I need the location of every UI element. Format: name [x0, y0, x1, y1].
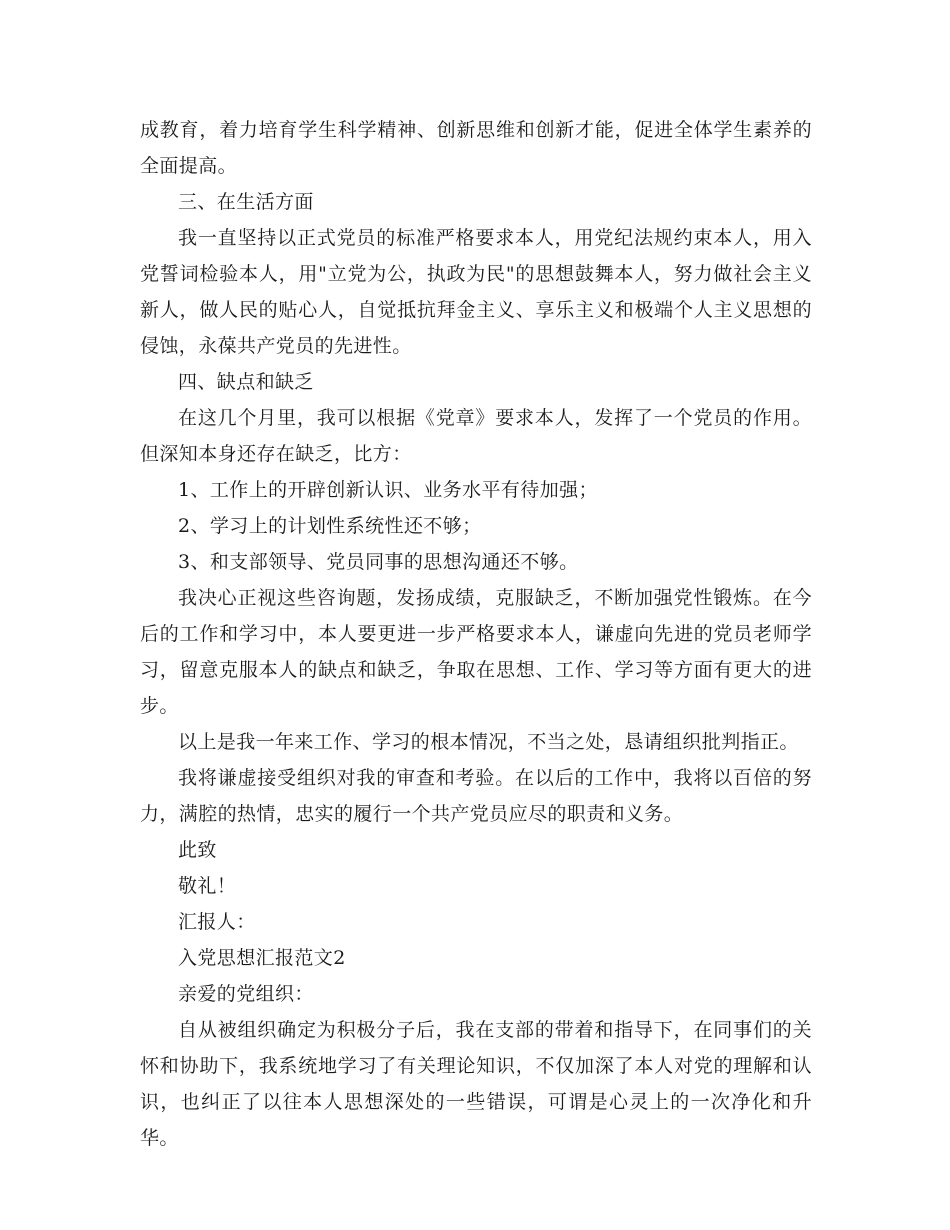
list-item-3: 3、和支部领导、党员同事的思想沟通还不够。	[178, 551, 579, 573]
section-heading-shortcomings: 四、缺点和缺乏	[178, 371, 314, 393]
sample-title-2: 入党思想汇报范文2	[178, 947, 346, 969]
closing-jing-li: 敬礼！	[178, 875, 237, 897]
section-heading-life: 三、在生活方面	[178, 191, 314, 213]
paragraph-education-continuation: 成教育，着力培育学生科学精神、创新思维和创新才能，促进全体学生素养的全面提高。	[140, 119, 812, 177]
list-item-2: 2、学习上的计划性系统性还不够；	[178, 515, 482, 537]
signature-reporter: 汇报人：	[178, 911, 256, 933]
paragraph-life: 我一直坚持以正式党员的标准严格要求本人，用党纪法规约束本人，用入党誓词检验本人，用"立党为公，执政为民"的思想鼓舞本人，努力做社会主义新人，做人民的贴心人，自觉抵抗拜金主义、享乐主义和极端个人主义思想的侵蚀，永葆共产党员的先进性。	[140, 227, 812, 357]
list-item-1: 1、工作上的开辟创新认识、业务水平有待加强；	[178, 479, 598, 501]
salutation: 亲爱的党组织：	[178, 983, 314, 1005]
closing-ci-zhi: 此致	[178, 839, 217, 861]
paragraph-sample2-intro: 自从被组织确定为积极分子后，我在支部的带着和指导下，在同事们的关怀和协助下，我系统地学习了有关理论知识，不仅加深了本人对党的理解和认识，也纠正了以往本人思想深处的一些错误，可谓是心灵上的一次净化和升华。	[140, 1019, 812, 1149]
paragraph-resolution: 我决心正视这些咨询题，发扬成绩，克服缺乏，不断加强党性锻炼。在今后的工作和学习中，本人要更进一步严格要求本人，谦虚向先进的党员老师学习，留意克服本人的缺点和缺乏，争取在思想、工作、学习等方面有更大的进步。	[140, 587, 812, 717]
document-body	[140, 112, 812, 1156]
paragraph-shortcomings-intro: 在这几个月里，我可以根据《党章》要求本人，发挥了一个党员的作用。但深知本身还存在缺乏，比方：	[140, 407, 812, 465]
paragraph-summary: 以上是我一年来工作、学习的根本情况，不当之处，恳请组织批判指正。	[178, 731, 799, 753]
paragraph-commitment: 我将谦虚接受组织对我的审查和考验。在以后的工作中，我将以百倍的努力，满腔的热情，忠实的履行一个共产党员应尽的职责和义务。	[140, 767, 812, 825]
